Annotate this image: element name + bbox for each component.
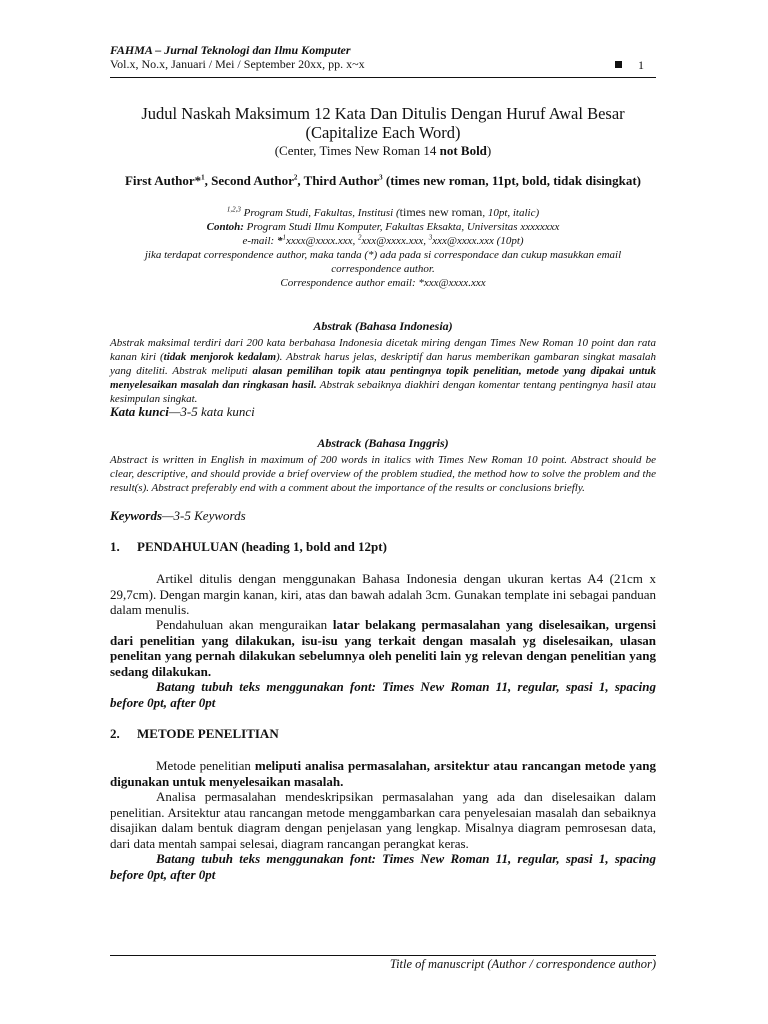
keywords-en-text: —3-5 Keywords	[162, 508, 246, 523]
paper-title	[110, 104, 656, 142]
section-1-number: 1.	[110, 539, 120, 554]
section-2-p1-bold: meliputi analisa permasalahan, arsitektur atau rancangan metode yang digunakan untuk menyelesaikan masalah.	[110, 758, 656, 789]
title-note-bold: not Bold	[439, 143, 487, 158]
square-bullet-icon	[615, 61, 622, 68]
page-number: 1	[638, 58, 644, 72]
example-label: Contoh:	[206, 221, 244, 233]
second-author-sup: 2	[293, 173, 298, 182]
section-2-format-note: Batang tubuh teks menggunakan font: Times New Roman 11, regular, spasi 1, spacing before 0pt, after 0pt	[110, 851, 656, 882]
affiliation-format: , 10pt, italic)	[482, 207, 540, 219]
abstract-id-text-1: Abstrak maksimal terdiri dari 200 kata berbahasa Indonesia dicetak miring dengan Times New Roman 10 point dan rata kanan kiri (	[110, 337, 656, 363]
section-2-heading	[110, 726, 656, 742]
section-1-heading	[110, 539, 656, 555]
email-1-sup: 1	[282, 233, 286, 242]
section-1-paragraph-1: Artikel ditulis dengan menggunakan Bahasa Indonesia dengan ukuran kertas A4 (21cm x 29,7cm). Dengan margin kanan, kiri, atas dan bawah adalah 3cm. Gunakan template ini sebagai panduan dalam menulis.	[110, 571, 656, 618]
title-note-text: (Center, Times New Roman 14	[274, 143, 440, 158]
abstract-id-text-2: ). Abstrak harus jelas, deskriptif dan harus memberikan gambaran singkat masalah yang diteliti. Abstrak meliputi	[110, 351, 656, 377]
email-line	[110, 234, 656, 248]
author-format-note: (times new roman, 11pt, bold, tidak disingkat)	[382, 173, 642, 188]
section-1-p2-text: Pendahuluan akan menguraikan	[156, 617, 333, 632]
email-2[interactable]: xxx@xxxx.xxx,	[361, 235, 429, 247]
affiliation-block	[110, 205, 656, 290]
title-line-2: (Capitalize Each Word)	[305, 123, 461, 142]
title-line-1: Judul Naskah Maksimum 12 Kata Dan Ditulis Dengan Huruf Awal Besar	[141, 104, 625, 123]
abstract-id-bold-1: tidak menjorok kedalam	[163, 351, 277, 363]
keywords-id-label: Kata kunci	[110, 404, 169, 419]
section-2-paragraph-1	[110, 758, 656, 789]
abstract-id-bold-2: alasan pemilihan topik atau pentingnya topik penelitian, metode yang dipakai untuk menyelesaikan masalah dan ringkasan hasil.	[110, 365, 656, 391]
section-2-number: 2.	[110, 726, 120, 741]
email-3-sup: 3	[428, 233, 433, 242]
title-format-note	[110, 143, 656, 159]
email-3[interactable]: xxx@xxxx.xxx (10pt)	[432, 235, 524, 247]
email-label: e-mail:	[242, 235, 277, 247]
abstract-en-heading: Abstrack (Bahasa Inggris)	[317, 436, 449, 450]
journal-volume: Vol.x, No.x, Januari / Mei / September 20xx, pp. x~x	[110, 57, 365, 71]
correspondence-email[interactable]: Correspondence author email: *xxx@xxxx.xxx	[280, 277, 486, 289]
author-list	[110, 173, 656, 189]
email-star: *	[276, 235, 283, 247]
running-footer: Title of manuscript (Author / correspondence author)	[389, 957, 656, 971]
third-author-sup: 3	[379, 173, 383, 182]
abstract-id-body	[110, 336, 656, 406]
section-1-p2-bold: latar belakang permasalahan yang diselesaikan, urgensi dari penelitian yang dilakukan, isu-isu yang terkait dengan masalah yg diselesaikan, ulasan penelitan yang pernah dilakukan sebelumnya oleh peneliti lain yg relevan dengan penelitian yang sedang dilakukan.	[110, 617, 656, 679]
second-author: , Second Author	[204, 173, 294, 188]
keywords-id-text: —3-5 kata kunci	[168, 404, 255, 419]
keywords-en-label: Keywords	[110, 508, 162, 523]
correspondence-note: jika terdapat correspondence author, maka tanda (*) ada pada si correspondace dan cukup masukkan email correspondence author.	[144, 249, 622, 275]
title-note-close: )	[486, 143, 492, 158]
abstract-id-text-3: Abstrak sebaiknya diakhiri dengan komentar tentang pentingnya hasil atau kesimpulan singkat.	[110, 379, 656, 405]
abstract-id-keywords	[110, 404, 255, 420]
third-author: , Third Author	[297, 173, 380, 188]
running-header	[110, 43, 656, 71]
first-author: First Author*	[124, 173, 202, 188]
abstract-id-heading: Abstrak (Bahasa Indonesia)	[313, 319, 453, 333]
abstract-en-body: Abstract is written in English in maximum of 200 words in italics with Times New Roman 10 point. Abstract should be clear, descriptive, and should provide a brief overview of the problem studied, the method how to solve the problem and the result(s). Abstract preferably end with a comment about the importance of the results or conclusions briefly.	[110, 454, 656, 494]
journal-name: FAHMA – Jurnal Teknologi dan Ilmu Komputer	[110, 43, 351, 57]
first-author-sup: 1	[201, 173, 205, 182]
section-1-title: PENDAHULUAN (heading 1, bold and 12pt)	[137, 539, 387, 554]
email-1[interactable]: xxxx@xxxx.xxx,	[285, 235, 359, 247]
header-divider	[110, 77, 656, 78]
affiliation-sup: 1,2,3	[226, 205, 241, 214]
affiliation-font-name: times new roman	[399, 205, 483, 219]
footer-divider	[110, 955, 656, 956]
section-2-paragraph-2: Analisa permasalahan mendeskripsikan permasalahan yang ada dan diselesaikan dalam penelitian. Arsitektur atau rancangan metode menggambarkan cara penyelesaian masalah dan sebaiknya disajikan dalam bentuk diagram dengan penjelasan yang lengkap. Misalnya diagram pemrosesan data, dari data mentah sampai selesai, diagram rancangan perangkat keras.	[110, 789, 656, 851]
abstract-en-keywords	[110, 508, 246, 524]
affiliation-example	[110, 220, 656, 234]
affiliation-text: Program Studi, Fakultas, Institusi (	[240, 207, 400, 219]
affiliation-line	[110, 205, 656, 220]
section-1-paragraph-2	[110, 617, 656, 679]
section-1-format-note: Batang tubuh teks menggunakan font: Times New Roman 11, regular, spasi 1, spacing before 0pt, after 0pt	[110, 679, 656, 710]
section-2-title: METODE PENELITIAN	[137, 726, 279, 741]
email-2-sup: 2	[358, 233, 362, 242]
section-2-p1-text: Metode penelitian	[156, 758, 255, 773]
example-text: Program Studi Ilmu Komputer, Fakultas Eksakta, Universitas xxxxxxxx	[243, 221, 560, 233]
